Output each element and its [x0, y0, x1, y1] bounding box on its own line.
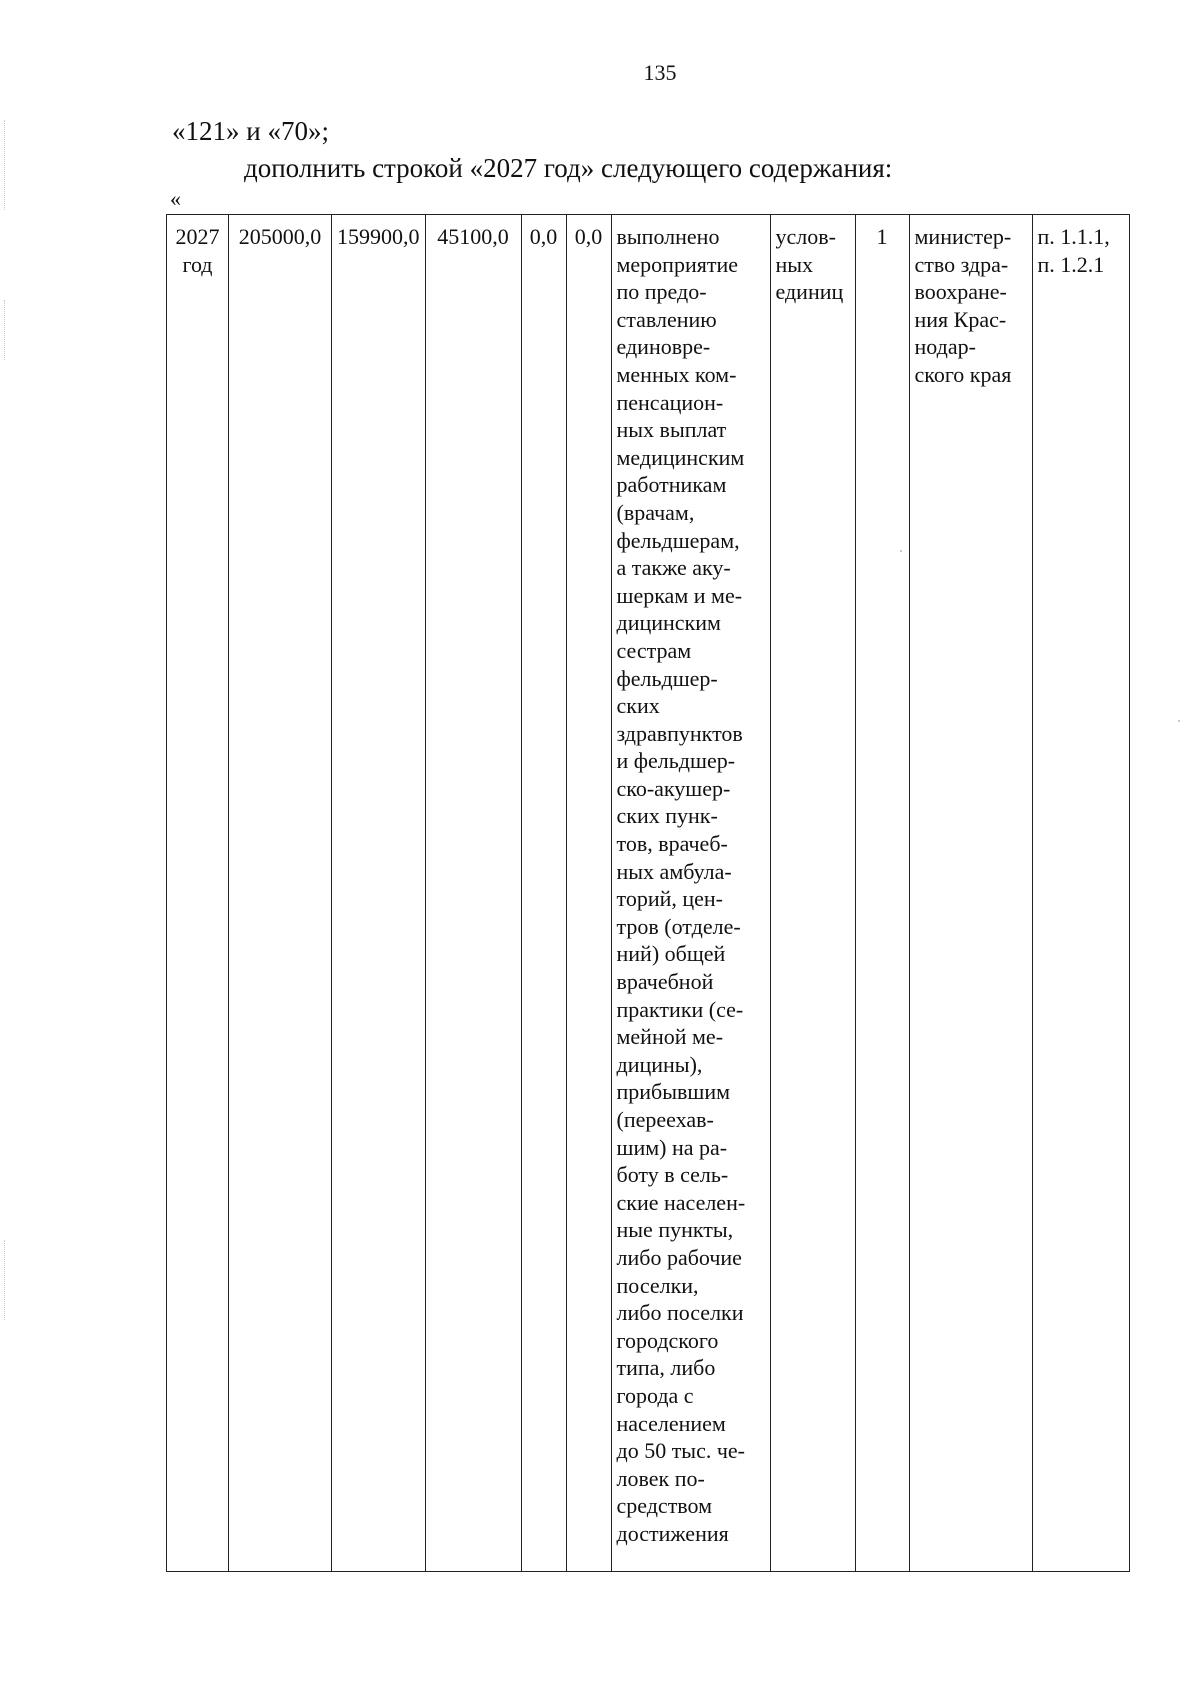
description-line: поселки,: [616, 1272, 699, 1298]
intro-line: «121» и «70»;: [172, 116, 329, 146]
description-line: фельдшер-: [616, 665, 718, 691]
description-line: практики (се-: [616, 996, 744, 1022]
description-line: врачебной: [616, 969, 714, 995]
scan-edge-mark: [4, 120, 5, 210]
description-line: дицины),: [616, 1051, 703, 1077]
description-line: шеркам и ме-: [616, 582, 743, 608]
description-line: либо рабочие: [616, 1244, 742, 1270]
description-line: ний) общей: [616, 941, 726, 967]
reference-cell: [1032, 215, 1129, 1572]
unit-cell: [770, 215, 855, 1572]
executor-line: ского края: [914, 361, 1012, 387]
description-line: мейной ме-: [616, 1024, 724, 1050]
description-line: фельдшерам,: [616, 527, 740, 553]
scan-edge-mark: [4, 1240, 5, 1320]
description-line: типа, либо: [616, 1355, 716, 1381]
description-line: ско-акушер-: [616, 775, 731, 801]
description-line: пенсацион-: [616, 389, 724, 415]
description-line: ных выплат: [616, 417, 727, 443]
description-line: работникам: [616, 472, 727, 498]
year-cell: [167, 215, 229, 1572]
table-row: [167, 215, 1130, 1572]
description-line: единовре-: [616, 334, 711, 360]
executor-line: нодар-: [914, 334, 976, 360]
page-number: 135: [643, 60, 677, 85]
description-line: ловек по-: [616, 1465, 705, 1491]
executor-line: ния Крас-: [914, 306, 1007, 332]
year-number: 2027: [175, 224, 220, 249]
description-line: торий, цен-: [616, 886, 724, 912]
reference-line: п. 1.2.1: [1037, 251, 1105, 277]
description-line: ские населен-: [616, 1189, 746, 1215]
description-line: города с: [616, 1382, 694, 1408]
scan-edge-mark: [4, 300, 5, 360]
program-row-table: [166, 214, 1130, 1572]
executor-line: воохране-: [914, 279, 1007, 305]
opening-quote-mark: «: [170, 186, 181, 211]
description-line: ные пункты,: [616, 1217, 734, 1243]
description-line: (врачам,: [616, 499, 695, 525]
description-line: достижения: [616, 1520, 729, 1546]
instruction-line: дополнить строкой «2027 год» следующего содержания:: [244, 153, 893, 183]
amount-cell-4: 0,0: [521, 215, 566, 1572]
description-line: ставлению: [616, 306, 717, 332]
description-line: населением: [616, 1410, 726, 1436]
unit-line: услов-: [775, 224, 836, 249]
scan-speck: [900, 550, 902, 552]
reference-line: п. 1.1.1,: [1037, 224, 1110, 249]
description-line: и фельдшер-: [616, 748, 736, 774]
year-word: год: [182, 251, 213, 277]
description-line: дицинским: [616, 610, 721, 636]
executor-line: министер-: [914, 224, 1012, 249]
description-line: медицинским: [616, 444, 745, 470]
description-line: (переехав-: [616, 1107, 714, 1132]
description-line: выполнено: [616, 224, 720, 249]
description-line: ских пунк-: [616, 803, 718, 829]
description-line: тров (отделе-: [616, 913, 741, 939]
amount-cell-2: 159900,0: [332, 215, 426, 1572]
unit-line: единиц: [775, 279, 844, 305]
value-cell: 1: [855, 215, 909, 1572]
description-line: менных ком-: [616, 361, 737, 387]
description-line: по предо-: [616, 279, 707, 305]
description-line: тов, врачеб-: [616, 831, 728, 857]
executor-line: ство здра-: [914, 251, 1009, 277]
description-line: ских: [616, 693, 660, 719]
description-line: боту в сель-: [616, 1162, 729, 1188]
description-line: шим) на ра-: [616, 1134, 728, 1160]
description-line: мероприятие: [616, 251, 739, 277]
result-description-cell: [611, 215, 770, 1572]
amount-cell-5: 0,0: [566, 215, 611, 1572]
description-line: ных амбула-: [616, 858, 732, 884]
description-line: городского: [616, 1327, 719, 1353]
amount-cell-3: 45100,0: [425, 215, 521, 1572]
description-line: сестрам: [616, 637, 692, 663]
executor-cell: [909, 215, 1032, 1572]
description-line: прибывшим: [616, 1079, 731, 1105]
scan-speck: [1178, 720, 1180, 722]
description-line: либо поселки: [616, 1300, 744, 1326]
description-line: до 50 тыс. че-: [616, 1438, 746, 1464]
description-line: а также аку-: [616, 555, 731, 581]
description-line: средством: [616, 1493, 713, 1519]
unit-line: ных: [775, 251, 814, 277]
total-cell: 205000,0: [229, 215, 332, 1572]
description-line: здравпунктов: [616, 720, 743, 746]
